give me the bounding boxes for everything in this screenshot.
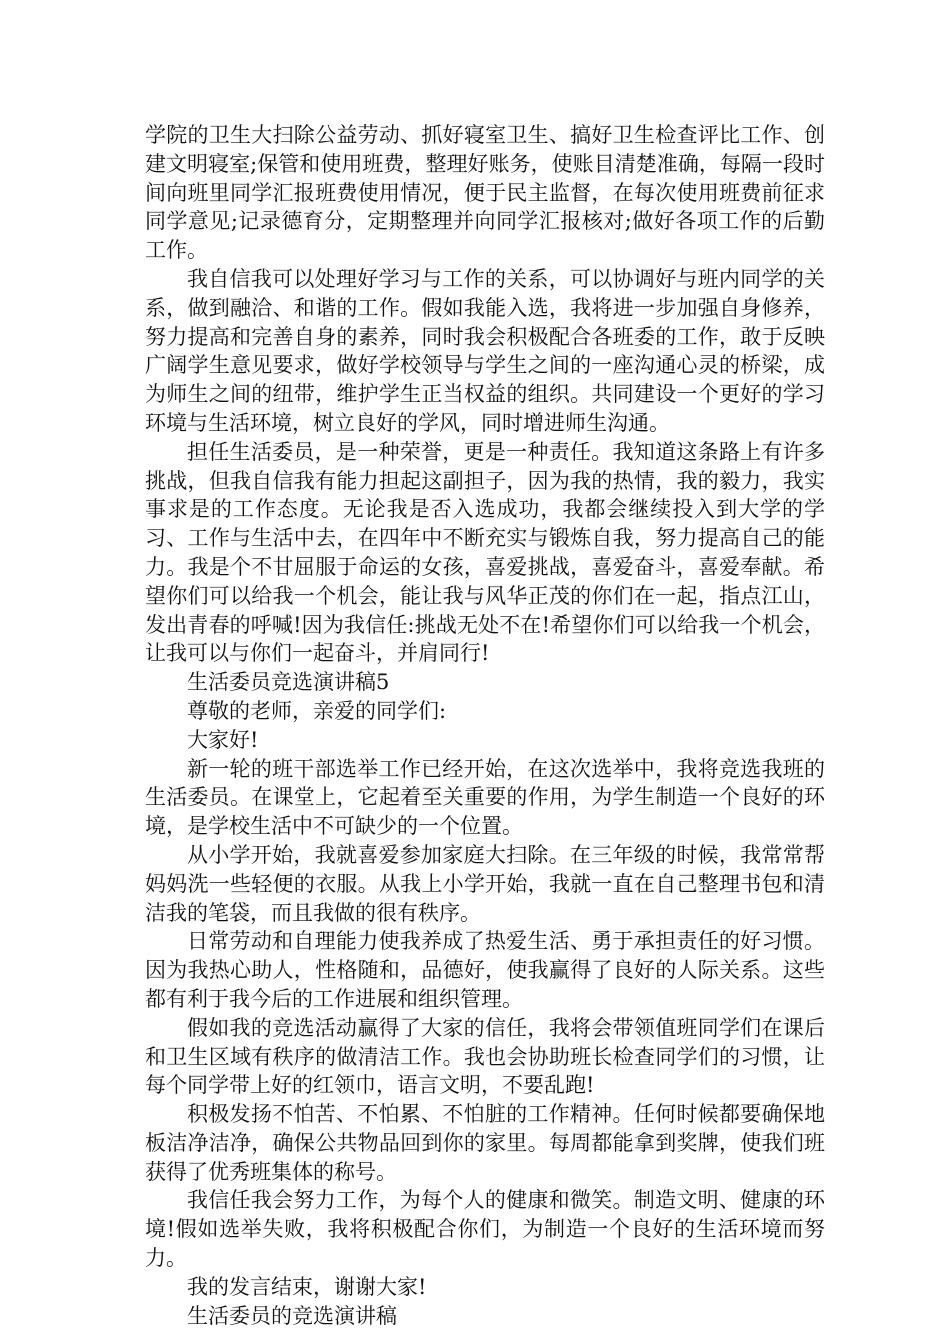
greeting: 大家好!: [187, 727, 259, 752]
paragraph-9: 日常劳动和自理能力使我养成了热爱生活、勇于承担责任的好习惯。因为我热心助人，性格随和，品德好，使我赢得了良好的人际关系。这些都有利于我今后的工作进展和组织管理。: [145, 929, 825, 1011]
paragraph-11: 积极发扬不怕苦、不怕累、不怕脏的工作精神。任何时候都要确保地板洁净洁净，确保公共物品回到你的家里。每周都能拿到奖牌，使我们班获得了优秀班集体的称号。: [145, 1102, 825, 1184]
salutation: 尊敬的老师，亲爱的同学们:: [187, 698, 447, 723]
paragraph-1: 学院的卫生大扫除公益劳动、抓好寝室卫生、搞好卫生检查评比工作、创建文明寝室;保管和使用班费，整理好账务，使账目清楚准确，每隔一段时间向班里同学汇报班费使用情况，便于民主监督，在每次使用班费前征求同学意见;记录德育分，定期整理并向同学汇报核对;做好各项工作的后勤工作。: [145, 123, 825, 263]
paragraph-3: 担任生活委员，是一种荣誉，更是一种责任。我知道这条路上有许多挑战，但我自信我有能力担起这副担子，因为我的热情，我的毅力，我实事求是的工作态度。无论我是否入选成功，我都会继续投入到大学的学习、工作与生活中去，在四年中不断充实与锻炼自我，努力提高自己的能力。我是个不甘屈服于命运的女孩，喜爱挑战，喜爱奋斗，喜爱奉献。希望你们可以给我一个机会，能让我与风华正茂的你们在一起，指点江山，发出青春的呼喊!因为我信任:挑战无处不在!希望你们可以给我一个机会，让我可以与你们一起奋斗，并肩同行!: [145, 439, 825, 666]
section-heading: 生活委员竞选演讲稿5: [187, 670, 390, 695]
paragraph-8: 从小学开始，我就喜爱参加家庭大扫除。在三年级的时候，我常常帮妈妈洗一些轻便的衣服。从我上小学开始，我就一直在自己整理书包和清洁我的笔袋，而且我做的很有秩序。: [145, 842, 825, 925]
paragraph-10: 假如我的竞选活动赢得了大家的信任，我将会带领值班同学们在课后和卫生区域有秩序的做清洁工作。我也会协助班长检查同学们的习惯，让每个同学带上好的红领巾，语言文明，不要乱跑!: [145, 1015, 825, 1098]
paragraph-12: 我信任我会努力工作，为每个人的健康和微笑。制造文明、健康的环境!假如选举失败，我将积极配合你们，为制造一个良好的生活环境而努力。: [145, 1188, 825, 1271]
document-page: [145, 121, 825, 1330]
closing-line: 我的发言结束，谢谢大家!: [187, 1274, 427, 1299]
next-section-heading: 生活委员的竞选演讲稿: [187, 1303, 397, 1328]
paragraph-7: 新一轮的班干部选举工作已经开始，在这次选举中，我将竞选我班的生活委员。在课堂上，它起着至关重要的作用，为学生制造一个良好的环境，是学校生活中不可缺少的一个位置。: [145, 756, 825, 839]
paragraph-2: 我自信我可以处理好学习与工作的关系，可以协调好与班内同学的关系，做到融洽、和谐的工作。假如我能入选，我将进一步加强自身修养，努力提高和完善自身的素养，同时我会积极配合各班委的工作，敢于反映广阔学生意见要求，做好学校领导与学生之间的一座沟通心灵的桥梁，成为师生之间的纽带，维护学生正当权益的组织。共同建设一个更好的学习环境与生活环境，树立良好的学风，同时增进师生沟通。: [145, 266, 825, 435]
